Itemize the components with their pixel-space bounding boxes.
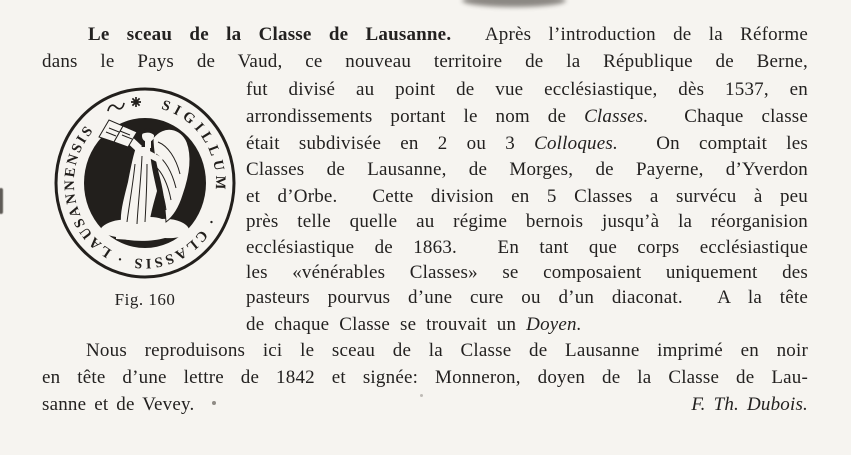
text-segment: dans le Pays de Vaud, ce nouveau territoire de la République de Berne, (42, 51, 808, 72)
text-segment: fut divisé au point de vue ecclésiastique, dès 1537, en (246, 79, 808, 100)
scan-edge-artifact (0, 188, 3, 214)
text-segment: était subdivisée en 2 ou 3 (246, 133, 535, 154)
text-line (42, 365, 808, 391)
text-segment: Colloques. (534, 133, 618, 154)
text-segment: sanne et de Vevey. (42, 394, 195, 415)
seal-figure (50, 84, 240, 310)
flourish-icon (106, 101, 125, 113)
text-line (246, 104, 808, 130)
text-segment: Doyen. (526, 314, 582, 335)
text-segment: en tête d’une lettre de 1842 et signée: Monneron, doyen de la Classe de Lau- (42, 367, 808, 388)
text-segment: et d’Orbe. Cette division en 5 Classes a survécu à peu (246, 186, 808, 207)
text-segment: On comptait les (617, 133, 809, 154)
text-segment: près telle quelle au régime bernois jusqu’à la réorganision (246, 211, 808, 232)
seal-image (50, 84, 240, 286)
star-icon (131, 97, 141, 107)
text-segment: Nous reproduisons ici le sceau de la Classe de Lausanne imprimé en noir (86, 340, 808, 361)
text-segment: Chaque classe (648, 106, 809, 127)
text-line (246, 260, 808, 286)
text-segment: Après l’introduction de la Réforme (451, 24, 808, 45)
scan-smudge-artifact (462, 0, 566, 7)
angel-neck (145, 141, 151, 148)
text-line (42, 392, 808, 418)
text-segment: de chaque Classe se trouvait un (246, 314, 527, 335)
text-line (246, 235, 808, 261)
text-line (246, 131, 808, 157)
figure-caption: Fig. 160 (114, 290, 176, 309)
text-line (42, 22, 808, 48)
seal-word-sigillum: SIGILLUM (159, 97, 229, 195)
text-segment: arrondissements portant le nom de (246, 106, 585, 127)
text-line (246, 77, 808, 103)
text-line (42, 338, 808, 364)
text-segment: ecclésiastique de 1863. En tant que corps ecclésiastique (246, 237, 808, 258)
text-segment: F. Th. Dubois. (691, 394, 808, 415)
text-segment: Classes de Lausanne, de Morges, de Payerne, d’Yverdon (246, 159, 808, 180)
text-line (246, 184, 808, 210)
text-line (246, 209, 808, 235)
text-segment: les «vénérables Classes» se composaient uniquement des (246, 262, 808, 283)
text-segment: Classes. (584, 106, 649, 127)
text-segment: Le sceau de la Classe de Lausanne. (88, 24, 452, 45)
text-line (246, 285, 808, 311)
seal-word-classis: · CLASSIS (131, 215, 219, 272)
text-line (246, 157, 808, 183)
text-line (42, 49, 808, 75)
text-line (246, 312, 808, 338)
text-segment: pasteurs pourvus d’une cure ou d’un diaconat. A la tête (246, 287, 808, 308)
seal-word-lausannensis: · LAUSANNENSIS (61, 121, 126, 267)
